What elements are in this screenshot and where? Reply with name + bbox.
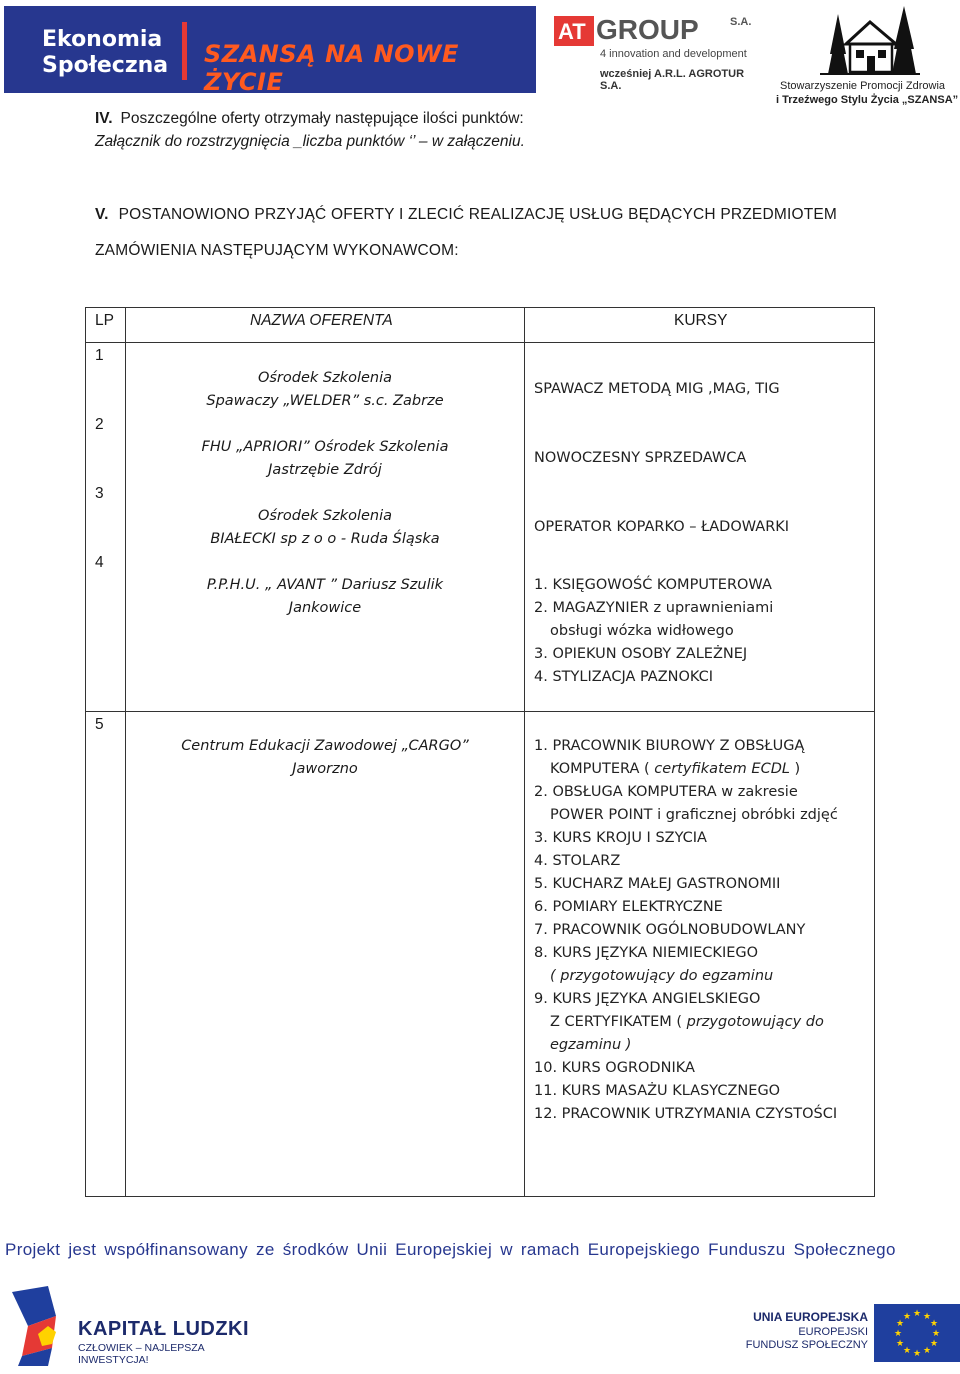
at-group-wordmark: GROUP bbox=[596, 14, 699, 45]
section-v-line2: ZAMÓWIENIA NASTĘPUJĄCYM WYKONAWCOM: bbox=[95, 242, 459, 259]
kurs-item: SPAWACZ METODĄ MIG ,MAG, TIG bbox=[534, 381, 780, 397]
at-group-logo bbox=[554, 6, 754, 92]
section-iv-subtext: Załącznik do rozstrzygnięcia _liczba punktów ‘’ – w załączeniu. bbox=[95, 133, 525, 150]
spoleczna-title: Społeczna bbox=[42, 53, 169, 78]
svg-text:★: ★ bbox=[895, 1319, 905, 1329]
section-v-number: V. bbox=[95, 206, 109, 223]
szansa-name-line2: i Trzeźwego Stylu Życia „SZANSA” bbox=[776, 94, 959, 106]
row-number: 3 bbox=[95, 485, 104, 502]
eu-title: UNIA EUROPEJSKA bbox=[753, 1310, 868, 1324]
header-row-divider bbox=[86, 342, 874, 343]
at-tagline: 4 innovation and development bbox=[600, 48, 747, 60]
kapital-ludzki-logo bbox=[8, 1286, 268, 1366]
kurs-list: 1. PRACOWNIK BIUROWY Z OBSŁUGĄ KOMPUTERA ( certyfikatem ECDL ) 2. OBSŁUGA KOMPUTERA w zakresie POWER POINT i graficznej obróbki zdjęć 3. KURS KROJU I SZYCIA 4. STOLARZ 5. KUCHARZ MAŁEJ GASTRONOMII 6. POMIARY ELEKTRYCZNE 7. PRACOWNIK OGÓLNOBUDOWLANY 8. KURS JĘZYKA NIEMIECKIEGO ( przygotowujący do egzaminu 9. KURS JĘZYKA ANGIELSKIEGO Z CERTYFIKATEM ( przygotowujący do egzaminu ) 10. KURS OGRODNIKA 11. KURS MASAŻU KLASYCZNEGO 12. PRACOWNIK UTRZYMANIA CZYSTOŚCI bbox=[534, 738, 838, 1122]
svg-text:★: ★ bbox=[912, 1309, 922, 1319]
header-nazwa-oferenta: NAZWA OFERENTA bbox=[250, 312, 393, 329]
section-v bbox=[95, 206, 837, 224]
row-number: 1 bbox=[95, 347, 104, 364]
logo-slogan: SZANSĄ NA NOWE ŻYCIE bbox=[204, 40, 459, 96]
kapital-ludzki-title: KAPITAŁ LUDZKI bbox=[78, 1318, 250, 1340]
group-row-divider bbox=[86, 711, 874, 712]
kapital-ludzki-star-icon bbox=[8, 1286, 72, 1366]
svg-text:★: ★ bbox=[893, 1329, 903, 1339]
ekonomia-title: Ekonomia bbox=[42, 27, 163, 52]
szansa-logo bbox=[776, 4, 959, 108]
row-number: 5 bbox=[95, 716, 104, 733]
svg-text:★: ★ bbox=[912, 1349, 922, 1359]
svg-text:★: ★ bbox=[929, 1319, 939, 1329]
header-lp: LP bbox=[95, 312, 114, 329]
contractors-table bbox=[85, 307, 875, 1197]
kurs-item: OPERATOR KOPARKO – ŁADOWARKI bbox=[534, 519, 790, 535]
svg-text:★: ★ bbox=[902, 1312, 912, 1322]
house-trees-icon bbox=[820, 4, 920, 78]
ekonomia-spoleczna-logo bbox=[4, 6, 536, 96]
header-kursy: KURSY bbox=[674, 312, 728, 329]
svg-text:★: ★ bbox=[922, 1312, 932, 1322]
oferent-name: FHU „APRIORI” Ośrodek Szkolenia Jastrzębie Zdrój bbox=[201, 439, 449, 478]
section-iv-text: Poszczególne oferty otrzymały następujące ilości punktów: bbox=[120, 110, 524, 127]
oferent-name: Centrum Edukacji Zawodowej „CARGO” Jaworzno bbox=[181, 738, 469, 777]
at-sa: S.A. bbox=[730, 16, 752, 28]
eu-funding-notice: Projekt jest współfinansowany ze środków Unii Europejskiej w ramach Europejskiego Funduszu Społecznego bbox=[5, 1240, 896, 1259]
column-divider bbox=[524, 308, 525, 1196]
row-number: 4 bbox=[95, 554, 104, 571]
kapital-ludzki-subtitle: CZŁOWIEK – NAJLEPSZA INWESTYCJA! bbox=[78, 1342, 205, 1366]
eu-fund-line2: FUNDUSZ SPOŁECZNY bbox=[745, 1339, 868, 1351]
szansa-name-line1: Stowarzyszenie Promocji Zdrowia bbox=[780, 80, 946, 92]
at-former-name: wcześniej A.R.L. AGROTUR S.A. bbox=[600, 68, 745, 92]
kurs-list: 1. KSIĘGOWOŚĆ KOMPUTEROWA 2. MAGAZYNIER z uprawnieniami obsługi wózka widłowego 3. OPIEKUN OSOBY ZALEŻNEJ 4. STYLIZACJA PAZNOKCI bbox=[534, 577, 774, 685]
section-iv bbox=[95, 110, 524, 128]
oferent-name: P.P.H.U. „ AVANT ” Dariusz Szulik Jankowice bbox=[206, 577, 444, 616]
svg-text:★: ★ bbox=[922, 1346, 932, 1356]
svg-text:★: ★ bbox=[902, 1346, 912, 1356]
logo-divider bbox=[182, 22, 187, 80]
eu-fund-line1: EUROPEJSKI bbox=[798, 1326, 868, 1338]
row-number: 2 bbox=[95, 416, 104, 433]
svg-text:★: ★ bbox=[931, 1329, 941, 1339]
section-v-line1: POSTANOWIONO PRZYJĄĆ OFERTY I ZLECIĆ REALIZACJĘ USŁUG BĘDĄCYCH PRZEDMIOTEM bbox=[118, 206, 838, 223]
kurs-item: NOWOCZESNY SPRZEDAWCA bbox=[534, 450, 747, 466]
section-iv-number: IV. bbox=[95, 110, 113, 127]
oferent-name: Ośrodek Szkolenia Spawaczy „WELDER” s.c. Zabrze bbox=[206, 370, 444, 409]
eu-esf-logo bbox=[745, 1304, 960, 1364]
at-box: AT bbox=[554, 16, 594, 46]
svg-text:★: ★ bbox=[929, 1339, 939, 1349]
eu-flag-icon bbox=[874, 1304, 960, 1362]
oferent-name: Ośrodek Szkolenia BIAŁECKI sp z o o - Ruda Śląska bbox=[210, 508, 440, 547]
svg-text:★: ★ bbox=[895, 1339, 905, 1349]
